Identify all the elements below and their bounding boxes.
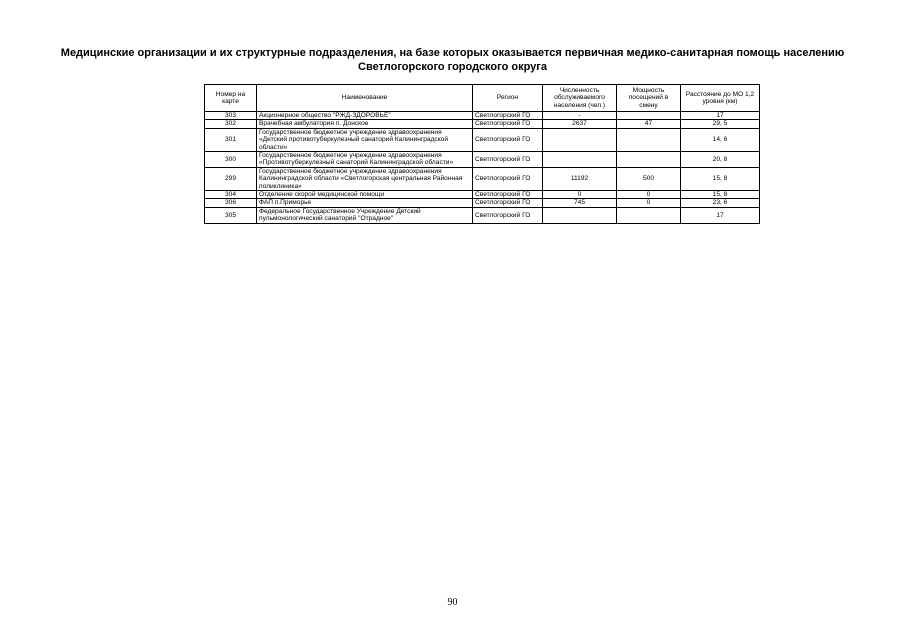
cell-region: Светлогорский ГО — [473, 152, 543, 168]
cell-population — [543, 152, 617, 168]
cell-map-number: 305 — [205, 207, 257, 223]
cell-distance: 15, 8 — [681, 167, 760, 190]
column-header-region: Регион — [473, 85, 543, 112]
cell-population — [543, 207, 617, 223]
cell-distance: 29, 5 — [681, 120, 760, 128]
cell-visit-capacity: 500 — [617, 167, 681, 190]
cell-visit-capacity: 0 — [617, 199, 681, 207]
cell-region: Светлогорский ГО — [473, 191, 543, 199]
cell-visit-capacity — [617, 207, 681, 223]
cell-visit-capacity: 0 — [617, 191, 681, 199]
cell-visit-capacity: 47 — [617, 120, 681, 128]
cell-region: Светлогорский ГО — [473, 199, 543, 207]
cell-distance: 14, 6 — [681, 128, 760, 151]
table-row — [205, 191, 760, 199]
column-header-distance: Расстояние до МО 1,2 уровня (км) — [681, 85, 760, 112]
cell-map-number: 302 — [205, 120, 257, 128]
column-header-population: Численность обслуживаемого населения (чел.) — [543, 85, 617, 112]
page-title-line-2: Светлогорского городского округа — [358, 61, 547, 73]
cell-visit-capacity — [617, 112, 681, 120]
table-row — [205, 199, 760, 207]
cell-name: Отделение скорой медицинской помощи — [257, 191, 473, 199]
column-header-name: Наименование — [257, 85, 473, 112]
table-row — [205, 120, 760, 128]
cell-distance: 17 — [681, 207, 760, 223]
table-row — [205, 112, 760, 120]
page-number: 90 — [447, 597, 458, 608]
table-row — [205, 167, 760, 190]
cell-region: Светлогорский ГО — [473, 128, 543, 151]
cell-map-number: 304 — [205, 191, 257, 199]
cell-region: Светлогорский ГО — [473, 207, 543, 223]
table-header-row — [205, 85, 760, 112]
cell-population — [543, 128, 617, 151]
cell-name: Государственное бюджетное учреждение здравоохранения Калининградской области «Светлогорская центральная Районная поликлиника» — [257, 167, 473, 190]
table-row — [205, 207, 760, 223]
cell-distance: 15, 8 — [681, 191, 760, 199]
cell-visit-capacity — [617, 128, 681, 151]
table-row — [205, 152, 760, 168]
cell-visit-capacity — [617, 152, 681, 168]
cell-name: Государственное бюджетное учреждение здравоохранения «Детский противотуберкулезный санаторий Калининградской области» — [257, 128, 473, 151]
page-title — [40, 46, 865, 74]
cell-distance: 20, 8 — [681, 152, 760, 168]
cell-map-number: 300 — [205, 152, 257, 168]
cell-population: 2637 — [543, 120, 617, 128]
cell-name: ФАП п.Приморье — [257, 199, 473, 207]
cell-population: 11192 — [543, 167, 617, 190]
table-row — [205, 128, 760, 151]
cell-distance: 17 — [681, 112, 760, 120]
cell-map-number: 303 — [205, 112, 257, 120]
cell-map-number: 306 — [205, 199, 257, 207]
cell-region: Светлогорский ГО — [473, 167, 543, 190]
cell-population: 0 — [543, 191, 617, 199]
column-header-visit-capacity: Мощность посещений в смену — [617, 85, 681, 112]
organizations-table — [204, 84, 760, 224]
column-header-map-number: Номер на карте — [205, 85, 257, 112]
cell-name: Врачебная амбулатория п. Донское — [257, 120, 473, 128]
cell-region: Светлогорский ГО — [473, 120, 543, 128]
cell-name: Государственное бюджетное учреждение здравоохранения «Противотуберкулезный санаторий Калининградской области» — [257, 152, 473, 168]
cell-region: Светлогорский ГО — [473, 112, 543, 120]
cell-population: 745 — [543, 199, 617, 207]
cell-population: - — [543, 112, 617, 120]
cell-map-number: 301 — [205, 128, 257, 151]
page-title-line-1: Медицинские организации и их структурные подразделения, на базе которых оказывается первичная медико-санитарная помощь населению — [60, 47, 845, 59]
cell-distance: 23, 6 — [681, 199, 760, 207]
cell-map-number: 299 — [205, 167, 257, 190]
cell-name: Акционерное общество "РЖД-ЗДОРОВЬЕ" — [257, 112, 473, 120]
cell-name: Федеральное Государственное Учреждение Детский пульмонологический санаторий "Отрадное" — [257, 207, 473, 223]
